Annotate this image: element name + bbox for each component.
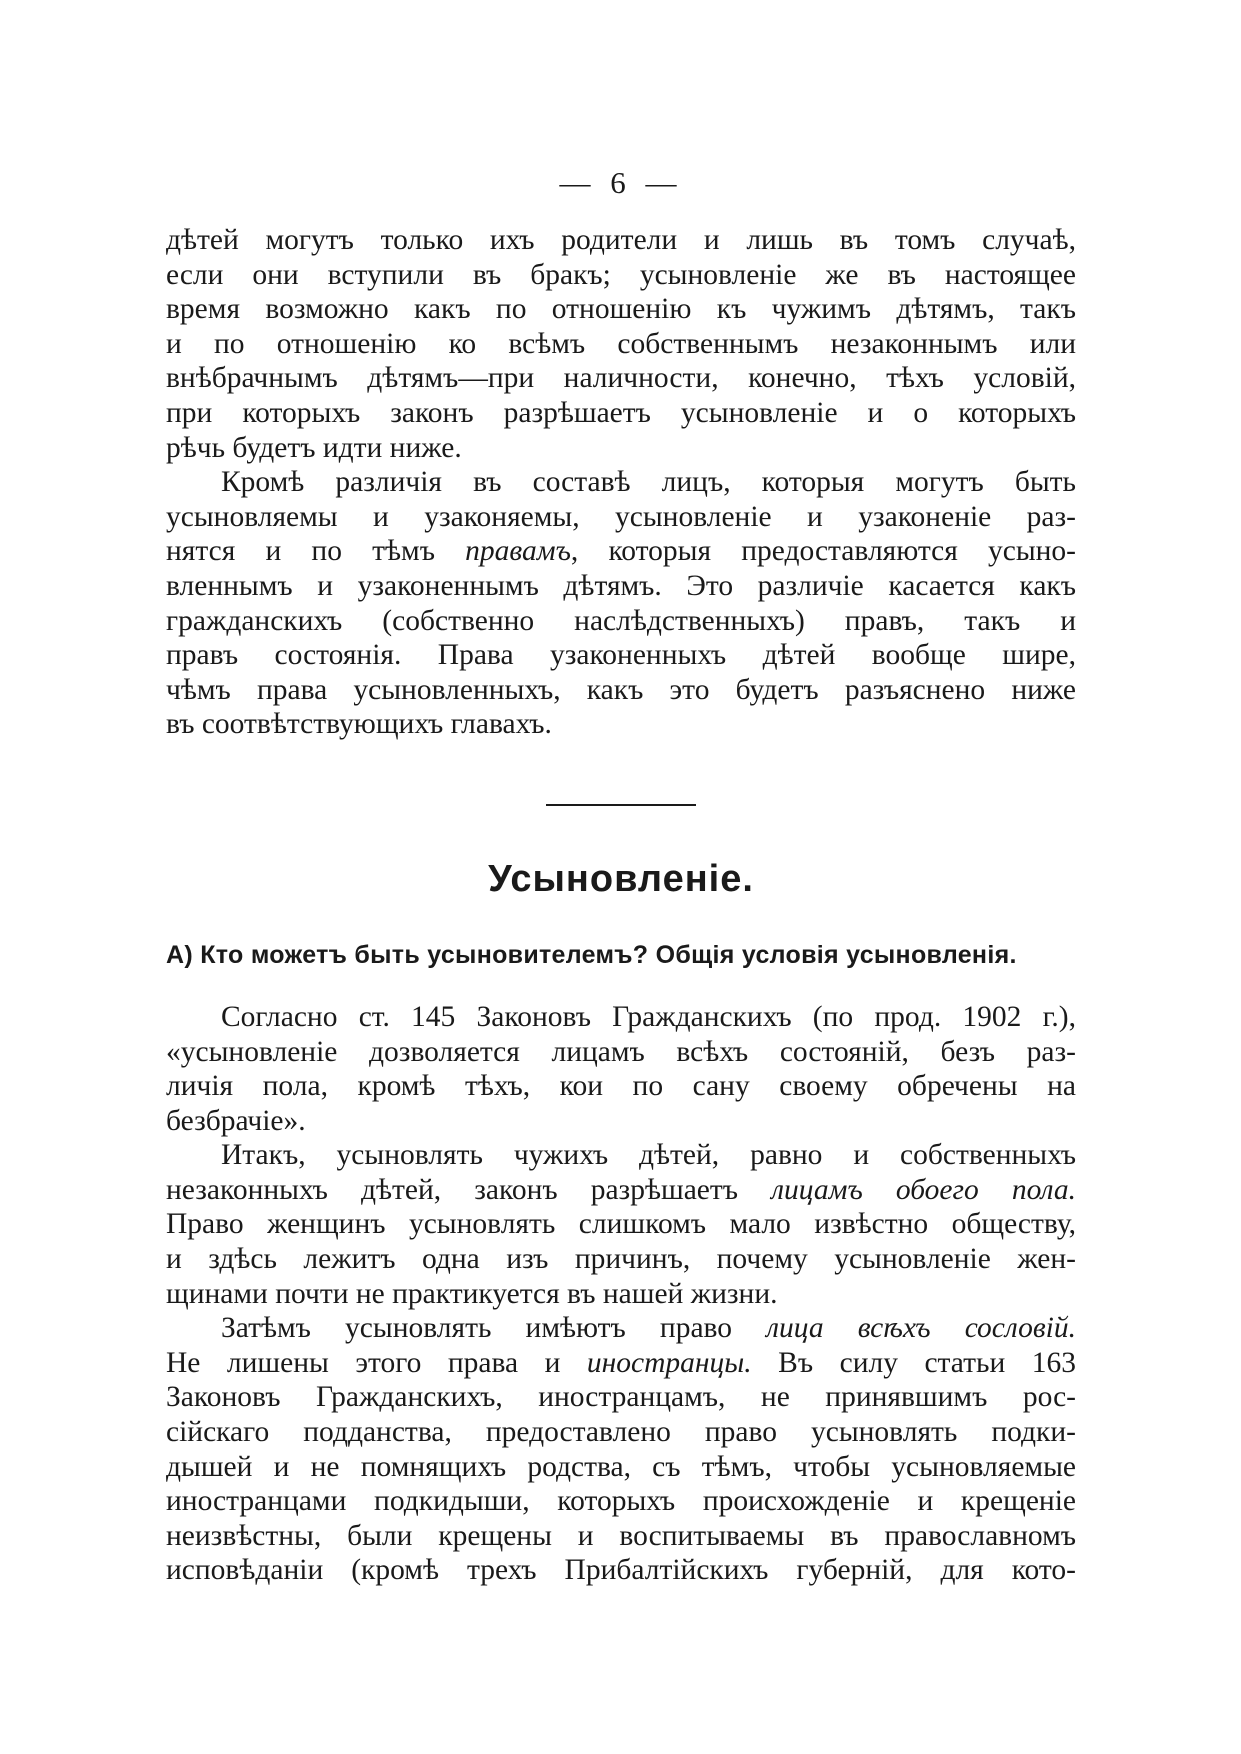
intro-paragraph-1: [166, 223, 1076, 465]
text-line: при которыхъ законъ разрѣшаетъ усыновленіе и о которыхъ: [166, 396, 1076, 429]
text-line: дѣтей могутъ только ихъ родители и лишь въ томъ случаѣ,: [166, 224, 1076, 256]
text-fragment: Въ силу статьи 163: [751, 1346, 1076, 1379]
text-line: сійскаго подданства, предоставлено право усыновлять подки-: [166, 1416, 1076, 1449]
text-line: чѣмъ права усыновленныхъ, какъ это будетъ разъяснено ниже: [166, 673, 1076, 706]
text-line: рѣчь будетъ идти ниже.: [166, 431, 462, 464]
text-line: личія пола, кромѣ тѣхъ, кои по сану своему обречены на: [166, 1070, 1076, 1103]
italic-term: лицамъ обоего пола.: [771, 1173, 1076, 1206]
text-line: Кромѣ различія въ составѣ лицъ, которыя могутъ быть: [221, 466, 1076, 499]
text-line: вленнымъ и узаконеннымъ дѣтямъ. Это различіе касается какъ: [166, 569, 1076, 602]
text-line: Право женщинъ усыновлять слишкомъ мало извѣстно обществу,: [166, 1208, 1076, 1241]
text-fragment: Затѣмъ усыновлять имѣютъ право: [221, 1312, 733, 1345]
text-line: время возможно какъ по отношенію къ чужимъ дѣтямъ, такъ: [166, 293, 1076, 326]
text-line: [166, 534, 1076, 569]
text-line: правъ состоянія. Права узаконенныхъ дѣтей вообще шире,: [166, 639, 1076, 672]
text-line: Законовъ Гражданскихъ, иностранцамъ, не принявшимъ рос-: [166, 1381, 1076, 1414]
italic-term: правамъ: [465, 535, 571, 568]
text-line: [166, 1173, 1076, 1208]
text-line: исповѣданіи (кромѣ трехъ Прибалтійскихъ губерній, для кото-: [166, 1554, 1076, 1587]
section-paragraph-2: [166, 1138, 1076, 1311]
intro-paragraph-2: [166, 465, 1076, 742]
text-line: щинами почти не практикуется въ нашей жизни.: [166, 1277, 778, 1310]
text-line: и по отношенію ко всѣмъ собственнымъ незаконнымъ или: [166, 327, 1076, 360]
section-paragraph-3: [166, 1311, 1076, 1588]
text-line: [166, 1311, 1076, 1346]
section-divider: [546, 804, 696, 806]
text-line: внѣбрачнымъ дѣтямъ—при наличности, конечно, тѣхъ условій,: [166, 362, 1076, 395]
text-line: если они вступили въ бракъ; усыновленіе же въ настоящее: [166, 258, 1076, 291]
text-line: и здѣсь лежитъ одна изъ причинъ, почему усыновленіе жен-: [166, 1243, 1076, 1276]
text-line: [166, 1346, 1076, 1381]
text-line: Итакъ, усыновлять чужихъ дѣтей, равно и собственныхъ: [221, 1139, 1076, 1172]
text-line: безбрачіе».: [166, 1104, 306, 1137]
italic-term: лица всѣхъ сословій.: [766, 1312, 1076, 1345]
text-line: неизвѣстны, были крещены и воспитываемы въ православномъ: [166, 1519, 1076, 1552]
subsection-heading: А) Кто можетъ быть усыновителемъ? Общія условія усыновленія.: [166, 940, 1017, 969]
section-paragraph-1: [166, 1000, 1076, 1138]
text-line: въ соотвѣтствующихъ главахъ.: [166, 708, 552, 741]
document-page: [166, 165, 1076, 1588]
text-line: иностранцами подкидыши, которыхъ происхожденіе и крещеніе: [166, 1485, 1076, 1518]
text-line: гражданскихъ (собственно наслѣдственныхъ) правъ, такъ и: [166, 604, 1076, 637]
text-fragment: , которыя предоставляются усыно-: [570, 535, 1076, 568]
italic-term: иностранцы.: [586, 1346, 752, 1379]
text-line: «усыновленіе дозволяется лицамъ всѣхъ состояній, безъ раз-: [166, 1035, 1076, 1068]
text-fragment: незаконныхъ дѣтей, законъ разрѣшаетъ: [166, 1173, 739, 1206]
text-fragment: нятся и по тѣмъ: [166, 535, 435, 568]
text-fragment: Не лишены этого права и: [166, 1346, 561, 1379]
text-line: Согласно ст. 145 Законовъ Гражданскихъ (по прод. 1902 г.),: [221, 1000, 1076, 1033]
section-title: Усыновленіе.: [488, 857, 754, 900]
page-number: — 6 —: [559, 165, 683, 200]
text-line: дышей и не помнящихъ родства, съ тѣмъ, чтобы усыновляемые: [166, 1450, 1076, 1483]
text-line: усыновляемы и узаконяемы, усыновленіе и узаконеніе раз-: [166, 500, 1076, 533]
